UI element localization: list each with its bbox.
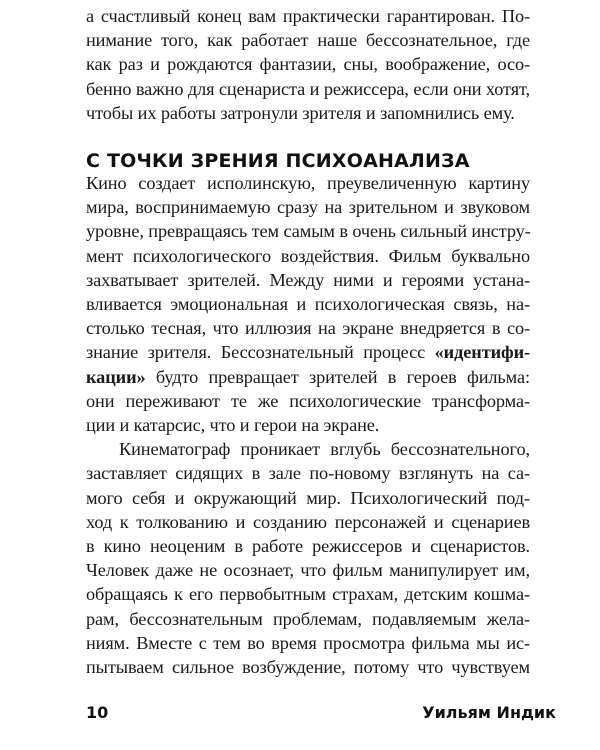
text-line: заставляет сидящих в зале по-новому взглянуть на са-	[86, 463, 530, 484]
section-heading: С ТОЧКИ ЗРЕНИЯ ПСИХОАНАЛИЗА	[86, 150, 470, 172]
text-line	[86, 365, 530, 389]
text-line: ции и катарсис, что и герои на экране.	[86, 415, 380, 436]
text-line: рам, бессознательным проблемам, подавляемым жела-	[86, 608, 530, 629]
text-line: мого себя и окружающий мир. Психологический под-	[86, 487, 530, 508]
text-line: обращаясь к его первобытным страхам, детским кошма-	[86, 584, 530, 605]
text-line: они переживают те же психологические трансформа-	[86, 390, 530, 411]
text-line: захватывает зрителей. Между ними и героями устана-	[86, 269, 530, 290]
text-line: пытываем сильное возбуждение, потому что чувствуем	[86, 657, 530, 678]
main-text	[86, 171, 530, 679]
text-line: Человек даже не осознает, что фильм манипулирует им,	[86, 560, 530, 581]
emphasized-term: кации»	[86, 366, 146, 387]
text-line: ход к толкованию и созданию персонажей и сценариев	[86, 511, 530, 532]
text-line: столько тесная, что иллюзия на экране внедряется в со-	[86, 318, 530, 339]
text-line: Кинематограф проникает вглубь бессознательного,	[119, 439, 530, 460]
text-line: нимание того, как работает наше бессознательное, где	[86, 30, 530, 51]
text-line: в кино неоценим в работе режиссеров и сценаристов.	[86, 536, 530, 557]
running-footer-author: Уильям Индик	[422, 703, 556, 722]
text-line: а счастливый конец вам практически гарантирован. По-	[86, 6, 530, 26]
page-number: 10	[86, 703, 109, 722]
text-line: уровне, превращаясь тем самым в очень сильный инстру-	[86, 221, 531, 242]
text-line: чтобы их работы затронули зрителя и запомнились ему.	[86, 102, 515, 123]
text-line: вливается эмоциональная и психологическая связь, на-	[86, 294, 530, 315]
text-line: мент психологического воздействия. Фильм буквально	[86, 245, 530, 266]
text-line: мира, воспринимаемую сразу на зрительном и звуковом	[86, 197, 530, 218]
paragraph-1	[86, 171, 530, 437]
top-paragraph	[86, 4, 530, 125]
text-segment: будто превращает зрителей в героев фильма:	[145, 366, 530, 387]
text-line: как раз и рождаются фантазии, сны, воображение, осо-	[86, 54, 530, 75]
text-line: ниям. Вместе с тем во время просмотра фильма мы ис-	[86, 632, 530, 653]
text-line	[86, 340, 530, 364]
emphasized-term: «идентифи-	[434, 342, 530, 363]
text-line: бенно важно для сценариста и режиссера, если они хотят,	[86, 78, 530, 99]
paragraph-2	[86, 437, 530, 679]
text-segment: знание зрителя. Бессознательный процесс	[86, 342, 435, 363]
text-line: Кино создает исполинскую, преувеличенную картину	[86, 173, 530, 193]
